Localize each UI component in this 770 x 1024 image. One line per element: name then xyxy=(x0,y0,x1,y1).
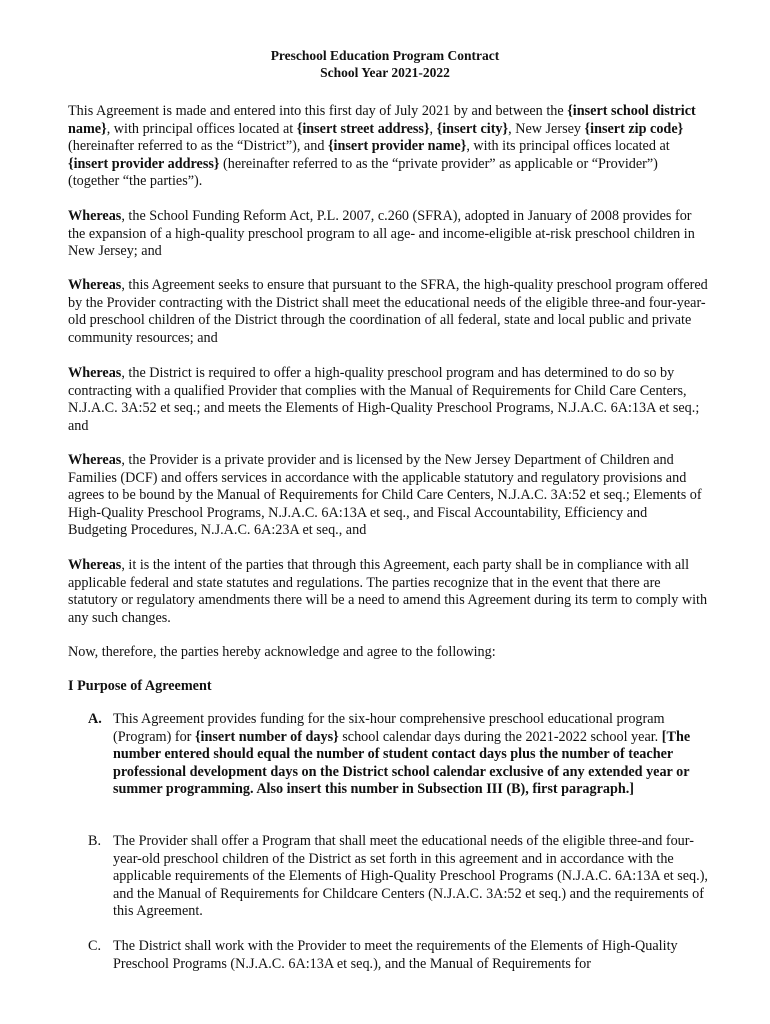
whereas-label: Whereas xyxy=(68,208,122,224)
intro-paragraph: This Agreement is made and entered into this first day of July 2021 by and between the {insert school district name}, with principal offices located at {insert street address}, {insert city}, New Jersey {insert zip code} (hereinafter referred to as the “District”), and {insert provider name}, with its principal offices located at {insert provider address} (hereinafter referred to as the “private provider” as applicable or “Provider”) (together “the parties”). xyxy=(68,103,696,190)
document-subtitle: School Year 2021-2022 xyxy=(320,65,450,80)
instruction-note: [The number entered should equal the number of student contact days plus the number of teacher professional development days on the District school calendar exclusive of any extended year or summer programming. Also insert this number in Subsection III (B), first paragraph.] xyxy=(113,728,691,798)
whereas-label: Whereas xyxy=(68,557,122,573)
placeholder-district-name: {insert school district name} xyxy=(68,103,696,137)
placeholder-zip-code: {insert zip code} xyxy=(584,120,684,137)
list-item-text: The District shall work with the Provider to meet the requirements of the Elements of High-Quality Preschool Programs (N.J.A.C. 6A:13A et seq.), and the Manual of Requirements for xyxy=(113,938,678,972)
whereas-paragraph: Whereas, it is the intent of the parties that through this Agreement, each party shall be in compliance with all applicable federal and state statutes and regulations. The parties recognize that in the event that there are statutory or regulatory amendments there will be a need to amend this Agreement during its term to comply with any such changes. xyxy=(68,557,708,626)
list-item xyxy=(88,711,710,799)
whereas-paragraph: Whereas, the District is required to offer a high-quality preschool program and has determined to do so by contracting with a qualified Provider that complies with the Manual of Requirements for Child Care Centers, N.J.A.C. 3A:52 et seq.; and meets the Elements of High-Quality Preschool Programs, N.J.A.C. 6A:13A et seq.; and xyxy=(68,365,700,434)
placeholder-provider-address: {insert provider address} xyxy=(68,155,220,172)
whereas-paragraph: Whereas, the Provider is a private provider and is licensed by the New Jersey Department of Children and Families (DCF) and offers services in accordance with the applicable statutory and regulatory provisions and agrees to be bound by the Manual of Requirements for Child Care Centers, N.J.A.C. 3A:52 et seq.; Elements of High-Quality Preschool Programs, N.J.A.C. 6A:13A et seq., and Fiscal Accountability, Efficiency and Budgeting Procedures, N.J.A.C. 6A:23A et seq., and xyxy=(68,452,702,539)
whereas-label: Whereas xyxy=(68,277,122,293)
list-marker: C. xyxy=(88,938,102,954)
list-item xyxy=(88,833,710,921)
placeholder-city: {insert city} xyxy=(436,120,509,137)
now-therefore-paragraph: Now, therefore, the parties hereby acknowledge and agree to the following: xyxy=(68,644,496,660)
whereas-label: Whereas xyxy=(68,452,122,468)
section-heading: I Purpose of Agreement xyxy=(68,678,212,694)
list-item-text: This Agreement provides funding for the six-hour comprehensive preschool educational program (Program) for {insert number of days} school calendar days during the 2021-2022 school year. [The number entered should equal the number of student contact days plus the number of teacher professional development days on the District school calendar exclusive of any extended year or summer programming. Also insert this number in Subsection III (B), first paragraph.] xyxy=(113,711,691,798)
whereas-paragraph: Whereas, this Agreement seeks to ensure that pursuant to the SFRA, the high-quality preschool program offered by the Provider contracting with the District shall meet the educational needs of the eligible three-and four-year-old preschool children of the District through the coordination of all federal, state and local public and private community resources; and xyxy=(68,277,708,346)
list-marker: B. xyxy=(88,833,102,849)
list-marker: A. xyxy=(88,711,102,727)
list-item-text: The Provider shall offer a Program that shall meet the educational needs of the eligible three-and four-year-old preschool children of the District as set forth in this agreement and in accordance with the applicable requirements of the Elements of High-Quality Preschool Programs (N.J.A.C. 6A:13A et seq.), and the Manual of Requirements for Childcare Centers (N.J.A.C. 3A:52 et seq.) and the requirements of this Agreement. xyxy=(113,833,708,920)
list-item xyxy=(88,938,710,973)
document-title: Preschool Education Program Contract xyxy=(270,48,500,63)
whereas-paragraph: Whereas, the School Funding Reform Act, P.L. 2007, c.260 (SFRA), adopted in January of 2008 provides for the expansion of a high-quality preschool program to all age- and income-eligible at-risk preschool children in New Jersey; and xyxy=(68,208,695,260)
placeholder-number-of-days: {insert number of days} xyxy=(194,728,339,745)
placeholder-street-address: {insert street address} xyxy=(296,120,430,137)
whereas-label: Whereas xyxy=(68,365,122,381)
placeholder-provider-name: {insert provider name} xyxy=(327,138,467,155)
